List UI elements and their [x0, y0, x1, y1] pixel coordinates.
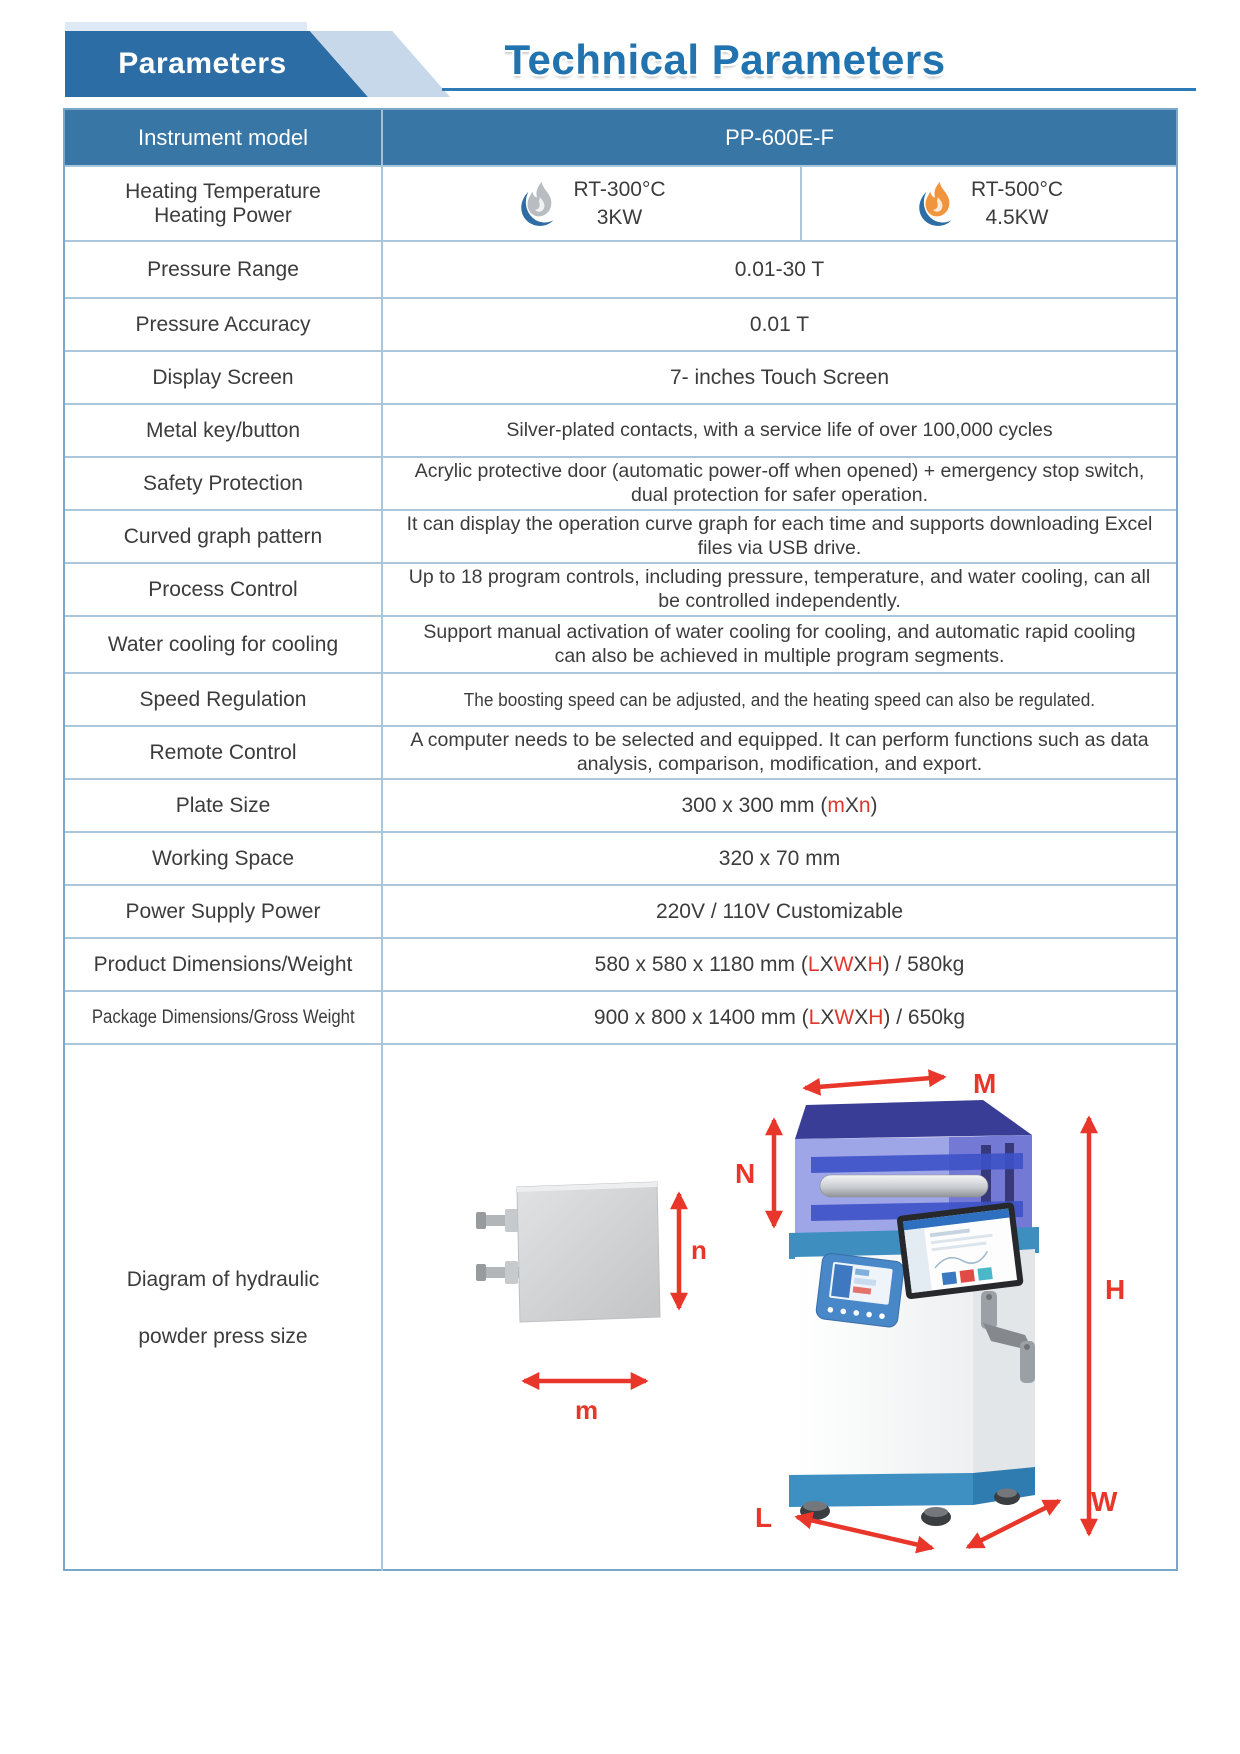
- row-value: Up to 18 program controls, including pressure, temperature, and water cooling, can all be controlled independently.: [408, 566, 1151, 612]
- heating-temp: RT-500°C: [970, 178, 1064, 202]
- row-speed-regulation: [65, 672, 1176, 725]
- title-underline: [442, 88, 1196, 91]
- model-number: PP-600E-F: [725, 124, 834, 150]
- diagram-label: Diagram of hydraulic powder press size: [65, 1045, 383, 1571]
- heating-power: 3KW: [596, 205, 643, 229]
- heating-variant-300: [383, 167, 800, 240]
- row-value: 580 x 580 x 1180 mm ( L X W X H ) / 580kg: [594, 952, 965, 976]
- row-value: 320 x 70 mm: [718, 846, 841, 870]
- page-header: [0, 0, 1240, 108]
- row-product-dimensions: [65, 937, 1176, 990]
- gray-flame-icon: [517, 179, 559, 229]
- row-label: Power Supply Power: [65, 886, 383, 937]
- row-value: It can display the operation curve graph for each time and supports downloading Excel files via USB drive.: [406, 513, 1153, 559]
- M-arrow: [805, 1077, 944, 1088]
- row-label: Product Dimensions/Weight: [65, 939, 383, 990]
- row-label: Pressure Accuracy: [65, 299, 383, 350]
- row-package-dimensions: [65, 990, 1176, 1043]
- row-value: A computer needs to be selected and equipped. It can perform functions such as data analysis, comparison, modification, and export.: [410, 729, 1149, 775]
- row-plate-size: [65, 778, 1176, 831]
- row-curved-graph: [65, 509, 1176, 562]
- dim-label-n: n: [691, 1235, 707, 1265]
- row-value: 0.01-30 T: [734, 257, 825, 281]
- row-pressure-accuracy: [65, 297, 1176, 350]
- row-label: [65, 167, 383, 240]
- row-label: Curved graph pattern: [65, 511, 383, 562]
- row-label: Metal key/button: [65, 405, 383, 456]
- row-value: The boosting speed can be adjusted, and the heating speed can also be regulated.: [463, 688, 1096, 710]
- parameters-banner: [65, 31, 450, 97]
- row-label: Water cooling for cooling: [65, 617, 383, 672]
- row-label: Display Screen: [65, 352, 383, 403]
- row-value: Acrylic protective door (automatic power-off when opened) + emergency stop switch, dual protection for safer operation.: [414, 460, 1145, 506]
- diagram-cell: [383, 1045, 1178, 1571]
- heating-row: [65, 165, 1176, 240]
- dim-label-L: L: [755, 1502, 773, 1533]
- table-header-row: [65, 110, 1176, 165]
- heating-variant-500: [800, 167, 1176, 240]
- L-arrow: [797, 1517, 932, 1548]
- row-value: 7- inches Touch Screen: [669, 365, 890, 389]
- instrument-model-header: Instrument model: [65, 110, 383, 165]
- row-label: Process Control: [65, 564, 383, 615]
- row-power-supply: [65, 884, 1176, 937]
- row-water-cooling: [65, 615, 1176, 672]
- row-label: Safety Protection: [65, 458, 383, 509]
- row-label: Speed Regulation: [65, 674, 383, 725]
- control-panel: [815, 1252, 904, 1328]
- row-value: Support manual activation of water cooling for cooling, and automatic rapid cooling can also be achieved in multiple program segments.: [423, 621, 1136, 667]
- row-value: 900 x 800 x 1400 mm ( L X W X H ) / 650kg: [593, 1005, 966, 1029]
- heating-label-lines: Heating Temperature Heating Power: [125, 179, 321, 227]
- row-label: Pressure Range: [65, 242, 383, 297]
- row-label: Working Space: [65, 833, 383, 884]
- row-label: Package Dimensions/Gross Weight: [65, 992, 383, 1043]
- row-pressure-range: [65, 240, 1176, 297]
- water-fitting-icon: [476, 1209, 521, 1284]
- hydraulic-press-diagram: [383, 1045, 1178, 1571]
- pressing-plate-figure: [476, 1182, 660, 1322]
- row-value: 300 x 300 mm ( m X n ): [681, 793, 878, 817]
- technical-parameters-table: [63, 108, 1178, 1571]
- row-label: Remote Control: [65, 727, 383, 778]
- W-arrow: [968, 1501, 1059, 1547]
- heating-power: 4.5KW: [985, 205, 1049, 229]
- dim-label-m: m: [575, 1395, 599, 1425]
- row-process-control: [65, 562, 1176, 615]
- row-safety-protection: [65, 456, 1176, 509]
- row-value: 220V / 110V Customizable: [655, 899, 904, 923]
- heating-temp: RT-300°C: [573, 178, 666, 202]
- external-monitor: [896, 1202, 1023, 1300]
- page-title: Technical Parameters: [504, 36, 946, 83]
- orange-flame-icon: [915, 179, 957, 229]
- heating-values: [383, 167, 1176, 240]
- row-value: 0.01 T: [749, 312, 810, 336]
- dim-label-N: N: [735, 1158, 756, 1189]
- row-remote-control: [65, 725, 1176, 778]
- row-working-space: [65, 831, 1176, 884]
- dim-label-H: H: [1105, 1274, 1126, 1305]
- press-machine-figure: [789, 1100, 1039, 1526]
- press-handle: [820, 1175, 988, 1197]
- banner-label: Parameters: [118, 47, 287, 80]
- row-value: Silver-plated contacts, with a service life of over 100,000 cycles: [506, 418, 1053, 441]
- dim-label-M: M: [973, 1068, 997, 1099]
- dim-label-W: W: [1091, 1486, 1118, 1517]
- row-size-diagram: [65, 1043, 1176, 1569]
- row-display-screen: [65, 350, 1176, 403]
- row-metal-key: [65, 403, 1176, 456]
- row-label: Plate Size: [65, 780, 383, 831]
